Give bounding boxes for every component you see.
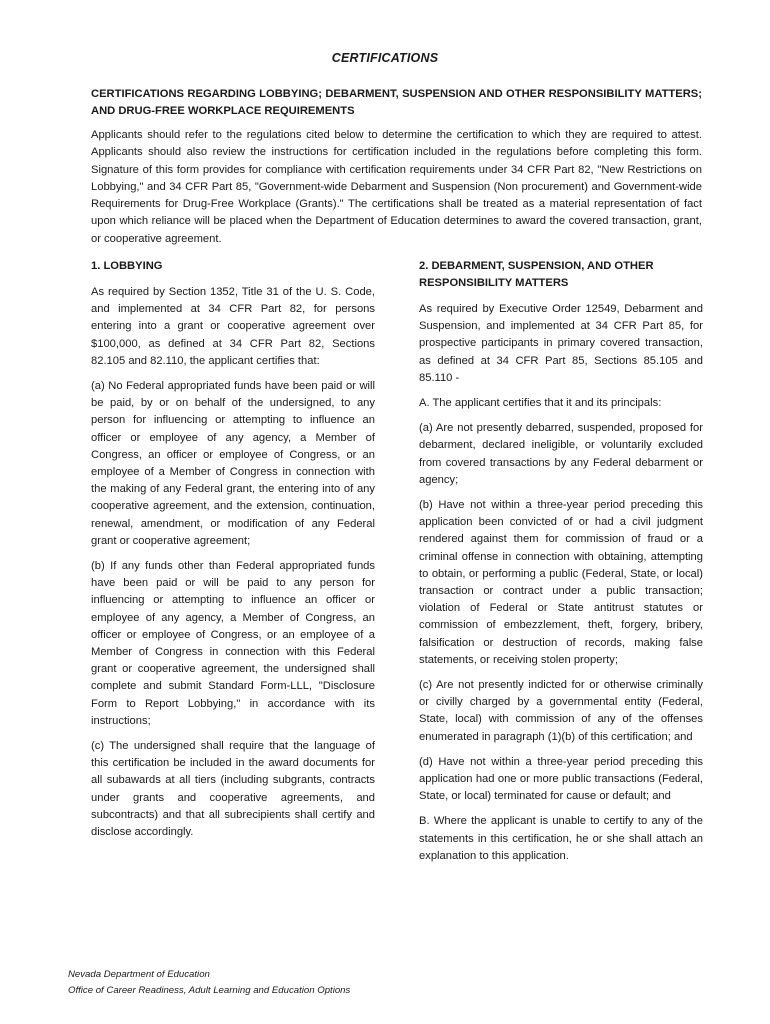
debarment-paragraph-a: (a) Are not presently debarred, suspended, proposed for debarment, declared ineligible, or voluntarily excluded from covered transactions by any Federal debarment or agency; [419,422,703,486]
debarment-paragraph-B: B. Where the applicant is unable to certify to any of the statements in this certification, he or she shall attach an explanation to this application. [419,815,703,862]
lobbying-paragraph-intro: As required by Section 1352, Title 31 of the U. S. Code, and implemented at 34 CFR Part 82, for persons entering into a grant or cooperative agreement over $100,000, as defined at 34 CFR Part 82, Sections 82.105 and 82.110, the applicant certifies that: [91,286,375,367]
intro-paragraph: Applicants should refer to the regulations cited below to determine the certification to which they are required to attest. Applicants should also review the instructions for certification included in the regulations before completing this form. Signature of this form provides for compliance with certification requirements under 34 CFR Part 82, "New Restrictions on Lobbying," and 34 CFR Part 85, "Government-wide Debarment and Suspension (Non procurement) and Government-wide Requirements for Drug-Free Workplace (Grants)." The certifications shall be treated as a material representation of fact upon which reliance will be placed when the Department of Education determines to award the covered transaction, grant, or cooperative agreement. [91,129,702,245]
debarment-paragraph-c: (c) Are not presently indicted for or otherwise criminally or civilly charged by a governmental entity (Federal, State, local) with commission of any of the offenses enumerated in paragraph (1)(b) of this certification; and [419,679,703,743]
footer-line-office: Office of Career Readiness, Adult Learning and Education Options [68,984,351,996]
lobbying-heading: 1. LOBBYING [91,260,163,272]
lobbying-paragraph-a: (a) No Federal appropriated funds have been paid or will be paid, by or on behalf of the undersigned, to any person for influencing or attempting to influence an officer or employee of any agency, a Member of Congress, an officer or employee of Congress, or an employee of a Member of Congress in connection with the making of any Federal grant, the entering into of any cooperative agreement, and the extension, continuation, renewal, amendment, or modification of any Federal grant or cooperative agreement; [91,380,375,547]
debarment-paragraph-intro: As required by Executive Order 12549, Debarment and Suspension, and implemented at 34 CFR Part 85, for prospective participants in primary covered transaction, as defined at 34 CFR Part 85, Sections 85.105 and 85.110 - [419,303,703,384]
footer-line-department: Nevada Department of Education [68,969,210,980]
page-footer [68,967,488,998]
certifications-subtitle: CERTIFICATIONS REGARDING LOBBYING; DEBARMENT, SUSPENSION AND OTHER RESPONSIBILITY MATTERS; AND DRUG-FREE WORKPLACE REQUIREMENTS [91,88,702,117]
debarment-paragraph-A: A. The applicant certifies that it and its principals: [419,397,662,410]
debarment-paragraph-d: (d) Have not within a three-year period preceding this application had one or more public transactions (Federal, State, or local) terminated for cause or default; and [419,755,703,803]
debarment-paragraph-b: (b) Have not within a three-year period preceding this application been convicted of or had a civil judgment rendered against them for commission of fraud or a criminal offense in connection with obtaining, attempting to obtain, or performing a public (Federal, State, or local) transaction or contract under a public transaction; violation of Federal or State antitrust statutes or commission of embezzlement, theft, forgery, bribery, falsification or destruction of records, making false statements, or receiving stolen property; [419,499,703,666]
lobbying-paragraph-c: (c) The undersigned shall require that the language of this certification be included in the award documents for all subawards at all tiers (including subgrants, contracts under grants and cooperative agreements, and subcontracts) and that all subrecipients shall certify and disclose accordingly. [91,740,375,839]
debarment-section [419,258,703,873]
debarment-heading: 2. DEBARMENT, SUSPENSION, AND OTHER RESPONSIBILITY MATTERS [419,260,654,289]
lobbying-section [91,258,375,849]
page-title: CERTIFICATIONS [331,51,439,65]
lobbying-paragraph-b: (b) If any funds other than Federal appropriated funds have been paid or will be paid to any person for influencing or attempting to influence an officer or employee of any agency, a Member of Congress, an officer or employee of Congress, or an employee of a Member of Congress in connection with this Federal grant or cooperative agreement, the undersigned shall complete and submit Standard Form-LLL, "Disclosure Form to Report Lobbying," in accordance with its instructions; [91,560,375,727]
